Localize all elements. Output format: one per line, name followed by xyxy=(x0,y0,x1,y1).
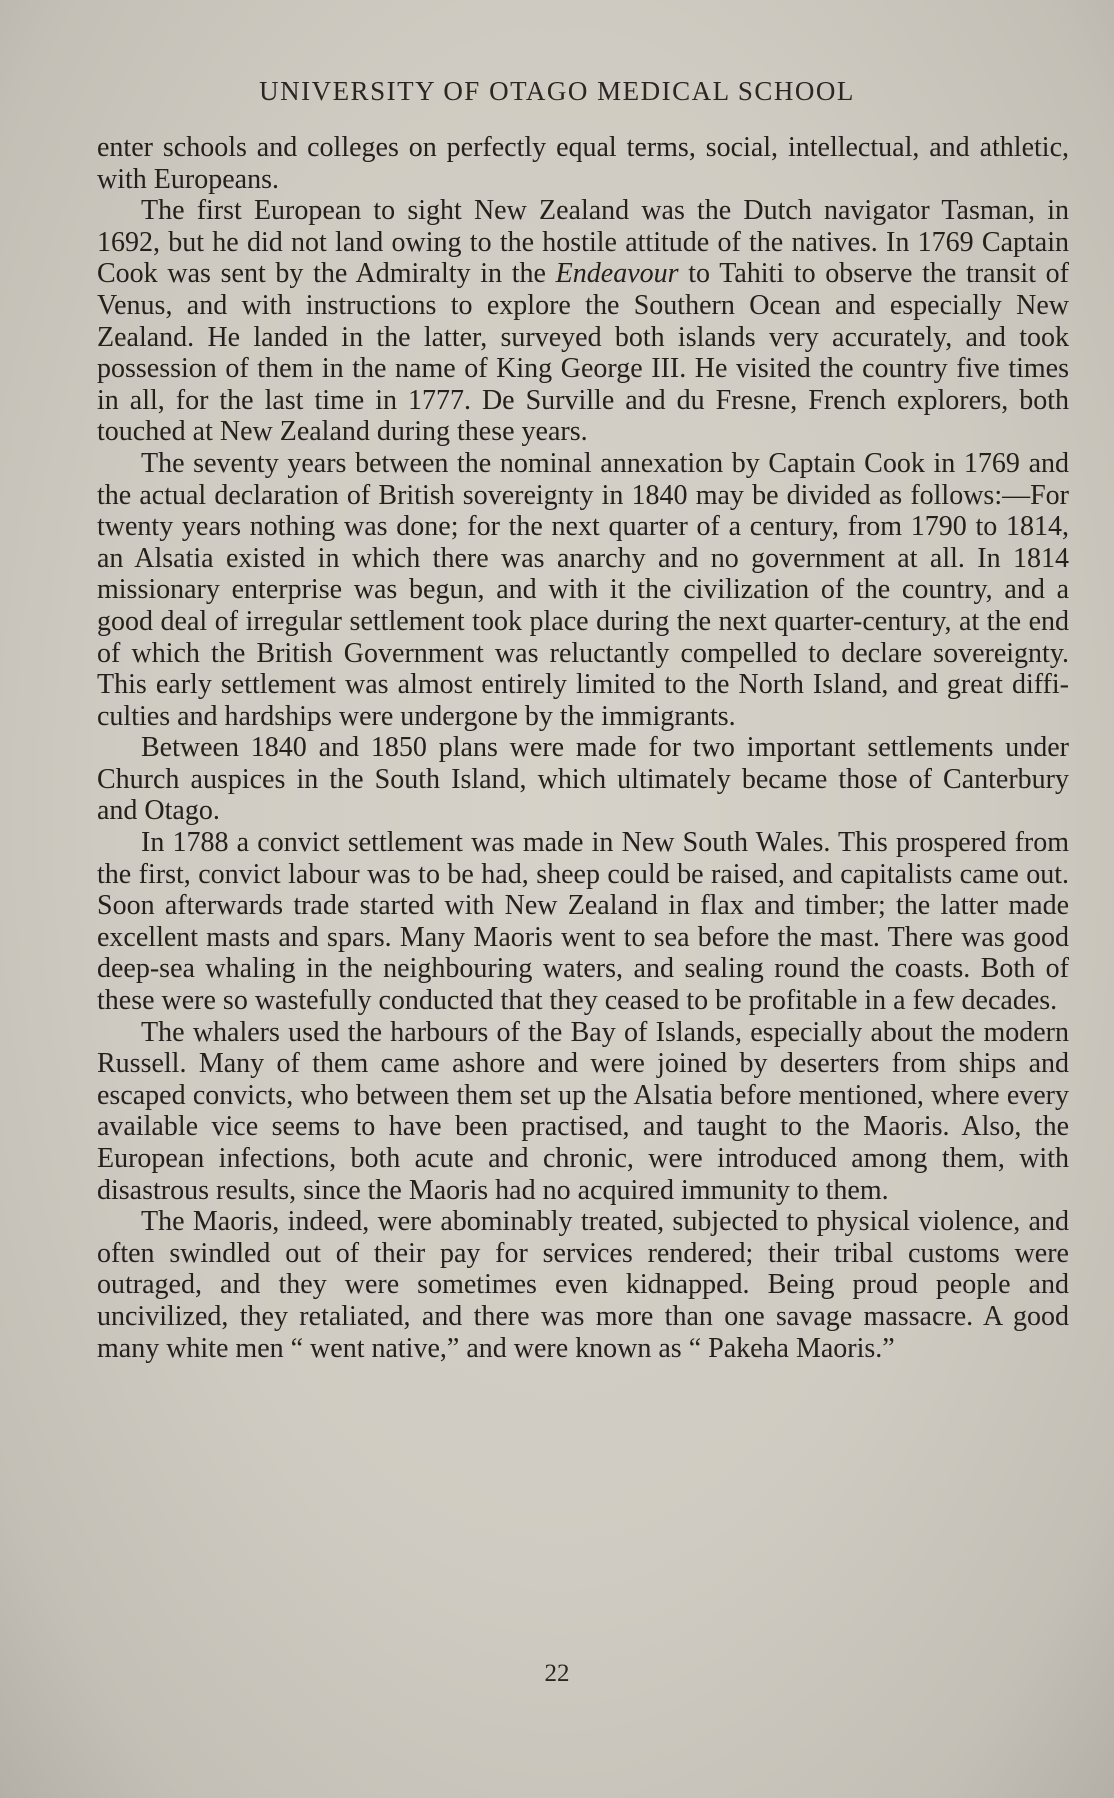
paragraph-continuation: enter schools and colleges on perfectly equal terms, social, intellectual, and athletic, with Europeans. xyxy=(97,132,1069,195)
paragraph-settlements: Between 1840 and 1850 plans were made for two important settlements under Church auspices in the South Island, which ultimately became those of Canterbury and Otago. xyxy=(97,732,1069,827)
paragraph-text: The first European to sight New Zealand was the Dutch navigator Tasman, in 1692, but he did not land owing to the hostile attitude of the natives. In 1769 Captain Cook was sent by the Admiralty in the xyxy=(97,195,1069,290)
running-header: UNIVERSITY OF OTAGO MEDICAL SCHOOL xyxy=(259,76,855,106)
ship-name: Endeavour xyxy=(555,258,679,290)
paragraph-maoris: The Maoris, indeed, were abominably treated, subjected to physical violence, and often swindled out of their pay for services rendered; their tribal customs were outraged, and they were sometimes even kidnapped. Being proud people and uncivilized, they retaliated, and there was more than one savage massacre. A good many white men “ went native,” and were known as “ Pakeha Maoris.” xyxy=(97,1206,1069,1364)
paragraph-first-european xyxy=(97,195,1069,448)
paragraph-whalers: The whalers used the harbours of the Bay of Islands, especially about the modern Russell. Many of them came ashore and were joined by deserters from ships and escaped convicts, who between them set up the Alsatia before mentioned, where every available vice seems to have been practised, and taught to the Maoris. Also, the European infections, both acute and chronic, were introduced among them, with disastrous results, since the Maoris had no acquired immunity to them. xyxy=(97,1016,1069,1206)
paragraph-text: to Tahiti to observe the transit of Venus, and with instructions to explore the Southern Ocean and especially New Zealand. He landed in the latter, surveyed both islands very accurately, and took possession of them in the name of King George III. He visited the country five times in all, for the last time in 1777. De Surville and du Fresne, French explorers, both touched at New Zealand during these years. xyxy=(97,258,1069,448)
paragraph-convict-settlement: In 1788 a convict settlement was made in New South Wales. This prospered from the first, convict labour was to be had, sheep could be raised, and capitalists came out. Soon afterwards trade started with New Zealand in flax and timber; the latter made excellent masts and spars. Many Maoris went to sea before the mast. There was good deep-sea whaling in the neighbouring waters, and sealing round the coasts. Both of these were so wastefully conducted that they ceased to be profitable in a few decades. xyxy=(97,827,1069,1017)
page-number: 22 xyxy=(544,1660,570,1687)
body-text xyxy=(97,132,1069,1364)
paragraph-seventy-years: The seventy years between the nominal annexation by Captain Cook in 1769 and the actual declaration of British sovereignty in 1840 may be divided as follows:—For twenty years nothing was done; for the next quarter of a century, from 1790 to 1814, an Alsatia existed in which there was anarchy and no government at all. In 1814 missionary enterprise was begun, and with it the civilization of the country, and a good deal of irregular settlement took place during the next quarter-century, at the end of which the British Government was reluctantly compelled to declare sovereignty. This early settlement was almost entirely limited to the North Island, and great difficulties and hardships were undergone by the immigrants. xyxy=(97,447,1069,732)
